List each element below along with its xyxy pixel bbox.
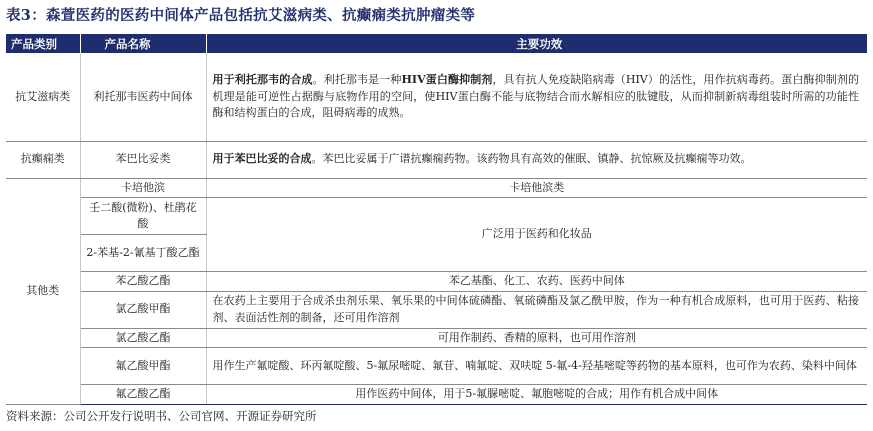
effect-cell: 用作医药中间体，用于5-氟脲嘧啶、氟胞嘧啶的合成；用作有机合成中间体 — [206, 385, 867, 405]
product-name-cell: 利托那韦医药中间体 — [80, 53, 206, 141]
table-row — [6, 178, 867, 198]
source-note: 资料来源：公司公开发行说明书、公司官网、开源证券研究所 — [6, 409, 317, 423]
table-row — [6, 53, 867, 141]
effect-cell: 用于苯巴比妥的合成。苯巴比妥属于广谱抗癫痫药物。该药物具有高效的催眠、镇静、抗惊厥及抗癫痫等功效。 — [206, 141, 867, 178]
product-name-cell: 壬二酸(微粉)、杜鹃花酸 — [80, 198, 206, 235]
product-name-cell: 氯乙酸乙酯 — [80, 328, 206, 348]
table-row — [6, 291, 867, 328]
category-cell: 其他类 — [6, 178, 80, 404]
table-row — [6, 328, 867, 348]
category-cell: 抗癫痫类 — [6, 141, 80, 178]
table-title: 表3：森萱医药的医药中间体产品包括抗艾滋病类、抗癫痫类抗肿瘤类等 — [6, 7, 476, 24]
product-name-cell: 氯乙酸甲酯 — [80, 291, 206, 328]
product-name-cell: 卡培他滨 — [80, 178, 206, 198]
product-name-cell: 氟乙酸甲酯 — [80, 348, 206, 385]
effect-cell: 苯乙基酯、化工、农药、医药中间体 — [206, 272, 867, 292]
table-row — [6, 272, 867, 292]
table-header-row — [6, 34, 867, 53]
header-product-name: 产品名称 — [80, 34, 206, 53]
effect-cell: 用于利托那韦的合成。利托那韦是一种HIV蛋白酶抑制剂，具有抗人免疫缺陷病毒（HIV）的活性，用作抗病毒药。蛋白酶抑制剂的机理是能可逆性占据酶与底物作用的空间，使HIV蛋白酶不能与底物结合而水解相应的肽键肢，从而抑制新病毒组装时所需的功能性酶和结构蛋白的合成，阻碍病毒的成熟。 — [206, 53, 867, 141]
table-row — [6, 348, 867, 385]
product-name-cell: 氟乙酸乙酯 — [80, 385, 206, 405]
product-name-cell: 2-苯基-2-氰基丁酸乙酯 — [80, 235, 206, 272]
effect-cell: 广泛用于医药和化妆品 — [206, 198, 867, 272]
header-category: 产品类别 — [6, 34, 80, 53]
effect-cell: 可用作制药、香精的原料，也可用作溶剂 — [206, 328, 867, 348]
product-table — [6, 34, 867, 405]
product-name-cell: 苯巴比妥类 — [80, 141, 206, 178]
product-name-cell: 苯乙酸乙酯 — [80, 272, 206, 292]
table-row — [6, 141, 867, 178]
table-row — [6, 385, 867, 405]
table-row — [6, 198, 867, 235]
effect-cell: 卡培他滨类 — [206, 178, 867, 198]
category-cell: 抗艾滋病类 — [6, 53, 80, 141]
effect-cell: 用作生产氟啶酸、环丙氟啶酸、5-氟尿嘧啶、氟苷、喃氟啶、双呋啶 5-氟-4-羟基嘧啶等药物的基本原料，也可作为农药、染料中间体 — [206, 348, 867, 385]
effect-cell: 在农药上主要用于合成杀虫剂乐果、氧乐果的中间体硫磷酯、氧硫磷酯及氯乙酰甲胺，作为一种有机合成原料，也可用于医药、粘接剂、表面活性剂的制备，还可用作溶剂 — [206, 291, 867, 328]
header-main-effect: 主要功效 — [206, 34, 867, 53]
